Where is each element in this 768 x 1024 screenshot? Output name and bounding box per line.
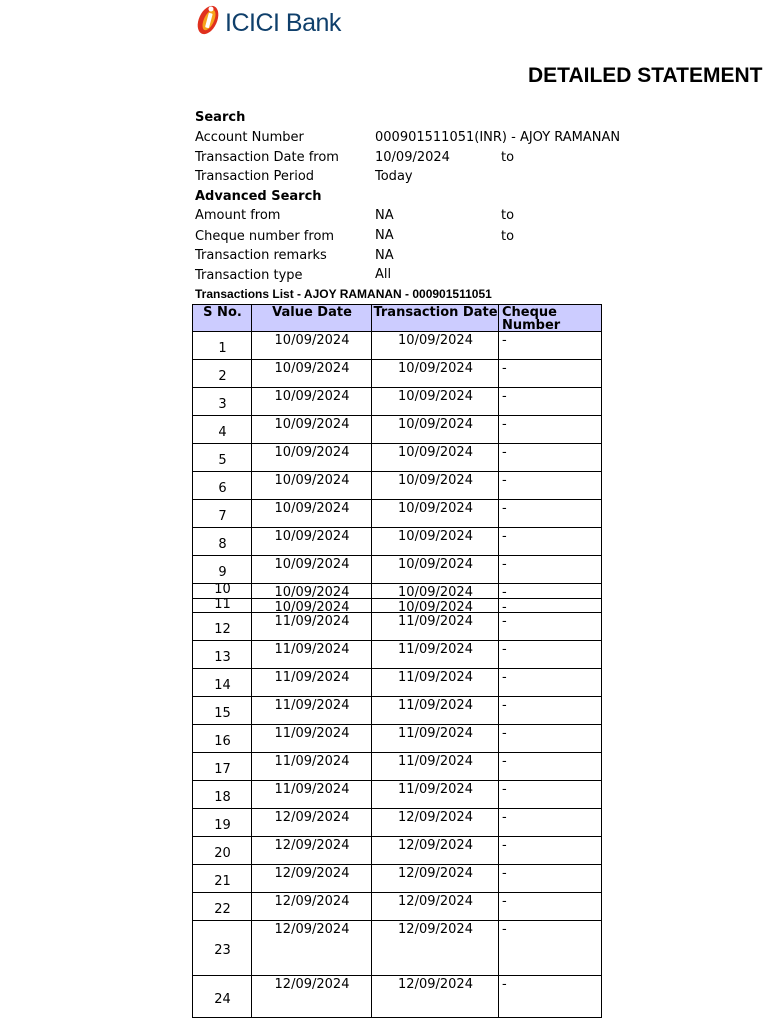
sno-text: 13 bbox=[214, 650, 231, 665]
transaction-date-text: 12/09/2024 bbox=[398, 922, 473, 937]
cell-value-date bbox=[251, 584, 372, 599]
sno-text: 3 bbox=[218, 397, 227, 412]
value-date-text: 12/09/2024 bbox=[274, 810, 350, 825]
cell-value-date bbox=[251, 976, 372, 1018]
cheque-label: Cheque number from bbox=[195, 229, 335, 244]
cell-cheque-number bbox=[498, 388, 602, 416]
cell-cheque-number bbox=[498, 528, 602, 556]
cell-transaction-date bbox=[371, 613, 499, 641]
table-row bbox=[192, 528, 602, 556]
table-row bbox=[192, 781, 602, 809]
cell-sno bbox=[192, 725, 252, 753]
sno-text: 19 bbox=[214, 818, 231, 833]
cheque-text: - bbox=[502, 557, 507, 572]
table-row bbox=[192, 556, 602, 584]
table-row bbox=[192, 584, 602, 599]
table-row bbox=[192, 725, 602, 753]
cell-value-date bbox=[251, 500, 372, 528]
cell-value-date bbox=[251, 669, 372, 697]
sno-text: 16 bbox=[214, 734, 231, 749]
cell-cheque-number bbox=[498, 556, 602, 584]
cheque-text: - bbox=[502, 726, 507, 741]
cell-cheque-number bbox=[498, 837, 602, 865]
cell-transaction-date bbox=[371, 781, 499, 809]
cheque-text: - bbox=[502, 782, 507, 797]
cell-transaction-date bbox=[371, 865, 499, 893]
cell-value-date bbox=[251, 893, 372, 921]
cell-transaction-date bbox=[371, 837, 499, 865]
cell-transaction-date bbox=[371, 753, 499, 781]
cheque-text: - bbox=[502, 361, 507, 376]
cell-cheque-number bbox=[498, 613, 602, 641]
cheque-text: - bbox=[502, 977, 507, 992]
cell-value-date bbox=[251, 781, 372, 809]
transaction-date-text: 12/09/2024 bbox=[398, 977, 473, 992]
cell-sno bbox=[192, 753, 252, 781]
value-date-text: 10/09/2024 bbox=[274, 473, 350, 488]
cheque-text: - bbox=[502, 529, 507, 544]
cell-sno bbox=[192, 472, 252, 500]
cell-sno bbox=[192, 528, 252, 556]
cell-cheque-number bbox=[498, 416, 602, 444]
transaction-date-text: 10/09/2024 bbox=[398, 417, 473, 432]
transaction-date-text: 10/09/2024 bbox=[398, 557, 473, 572]
cell-sno bbox=[192, 669, 252, 697]
cell-value-date bbox=[251, 388, 372, 416]
transaction-date-text: 10/09/2024 bbox=[398, 529, 473, 544]
sno-text: 14 bbox=[214, 678, 231, 693]
cell-transaction-date bbox=[371, 809, 499, 837]
value-date-text: 10/09/2024 bbox=[274, 501, 350, 516]
table-row bbox=[192, 976, 602, 1018]
cheque-text: - bbox=[502, 894, 507, 909]
header-cheque-number: Cheque Number bbox=[498, 304, 602, 332]
cell-value-date bbox=[251, 556, 372, 584]
type-value: All bbox=[375, 267, 392, 282]
value-date-text: 11/09/2024 bbox=[274, 670, 350, 685]
value-date-text: 10/09/2024 bbox=[274, 557, 350, 572]
value-date-text: 11/09/2024 bbox=[274, 782, 350, 797]
sno-text: 6 bbox=[218, 481, 227, 496]
table-row bbox=[192, 641, 602, 669]
cell-cheque-number bbox=[498, 360, 602, 388]
transaction-date-text: 11/09/2024 bbox=[398, 782, 473, 797]
cell-value-date bbox=[251, 332, 372, 360]
cheque-text: - bbox=[502, 614, 507, 629]
cell-sno bbox=[192, 976, 252, 1018]
header-transaction-date: Transaction Date bbox=[371, 304, 499, 332]
search-heading: Search bbox=[195, 110, 246, 125]
amount-label: Amount from bbox=[195, 208, 281, 223]
header-value-date: Value Date bbox=[251, 304, 372, 332]
sno-text: 20 bbox=[214, 846, 231, 861]
value-date-text: 10/09/2024 bbox=[274, 417, 350, 432]
cell-transaction-date bbox=[371, 528, 499, 556]
cheque-text: - bbox=[502, 445, 507, 460]
value-date-text: 11/09/2024 bbox=[274, 726, 350, 741]
table-row bbox=[192, 921, 602, 976]
sno-text: 18 bbox=[214, 790, 231, 805]
cheque-value: NA bbox=[375, 228, 394, 243]
type-label: Transaction type bbox=[195, 268, 303, 283]
cheque-text: - bbox=[502, 333, 507, 348]
transaction-date-text: 12/09/2024 bbox=[398, 838, 473, 853]
transaction-date-text: 11/09/2024 bbox=[398, 698, 473, 713]
sno-text: 21 bbox=[214, 874, 231, 889]
transaction-date-text: 10/09/2024 bbox=[398, 501, 473, 516]
sno-text: 22 bbox=[214, 902, 231, 917]
cheque-text: - bbox=[502, 922, 507, 937]
transaction-date-text: 11/09/2024 bbox=[398, 754, 473, 769]
sno-text: 23 bbox=[214, 943, 231, 958]
value-date-text: 12/09/2024 bbox=[274, 866, 350, 881]
cell-transaction-date bbox=[371, 725, 499, 753]
transaction-date-text: 10/09/2024 bbox=[398, 445, 473, 460]
table-row bbox=[192, 360, 602, 388]
transaction-date-text: 10/09/2024 bbox=[398, 333, 473, 348]
cell-cheque-number bbox=[498, 893, 602, 921]
cell-value-date bbox=[251, 416, 372, 444]
cell-value-date bbox=[251, 613, 372, 641]
table-row bbox=[192, 865, 602, 893]
cell-transaction-date bbox=[371, 669, 499, 697]
cell-sno bbox=[192, 500, 252, 528]
cheque-text: - bbox=[502, 810, 507, 825]
cheque-text: - bbox=[502, 838, 507, 853]
cell-sno bbox=[192, 599, 252, 613]
cell-transaction-date bbox=[371, 556, 499, 584]
value-date-text: 10/09/2024 bbox=[274, 600, 350, 615]
transactions-list-title: Transactions List - AJOY RAMANAN - 000901511051 bbox=[195, 287, 492, 301]
value-date-text: 11/09/2024 bbox=[274, 614, 350, 629]
cell-cheque-number bbox=[498, 781, 602, 809]
value-date-text: 10/09/2024 bbox=[274, 529, 350, 544]
header-sno: S No. bbox=[192, 304, 252, 332]
cell-value-date bbox=[251, 809, 372, 837]
cell-transaction-date bbox=[371, 976, 499, 1018]
sno-text: 1 bbox=[218, 341, 227, 356]
value-date-text: 10/09/2024 bbox=[274, 389, 350, 404]
cell-cheque-number bbox=[498, 809, 602, 837]
value-date-text: 12/09/2024 bbox=[274, 922, 350, 937]
sno-text: 15 bbox=[214, 706, 231, 721]
cell-value-date bbox=[251, 865, 372, 893]
cheque-text: - bbox=[502, 585, 507, 600]
cell-cheque-number bbox=[498, 641, 602, 669]
value-date-text: 11/09/2024 bbox=[274, 754, 350, 769]
cell-sno bbox=[192, 781, 252, 809]
account-label: Account Number bbox=[195, 130, 304, 145]
cheque-text: - bbox=[502, 600, 507, 615]
cell-cheque-number bbox=[498, 697, 602, 725]
sno-text: 5 bbox=[218, 453, 227, 468]
cell-sno bbox=[192, 332, 252, 360]
cell-sno bbox=[192, 388, 252, 416]
value-date-text: 10/09/2024 bbox=[274, 361, 350, 376]
cell-transaction-date bbox=[371, 416, 499, 444]
cell-sno bbox=[192, 416, 252, 444]
cell-cheque-number bbox=[498, 599, 602, 613]
transaction-date-text: 11/09/2024 bbox=[398, 642, 473, 657]
table-row bbox=[192, 809, 602, 837]
cell-transaction-date bbox=[371, 697, 499, 725]
cheque-text: - bbox=[502, 417, 507, 432]
value-date-text: 12/09/2024 bbox=[274, 894, 350, 909]
cheque-to-label: to bbox=[501, 229, 515, 244]
value-date-text: 10/09/2024 bbox=[274, 585, 350, 600]
cheque-text: - bbox=[502, 501, 507, 516]
sno-text: 11 bbox=[214, 597, 231, 612]
cell-cheque-number bbox=[498, 444, 602, 472]
value-date-text: 11/09/2024 bbox=[274, 698, 350, 713]
table-body bbox=[192, 332, 602, 1018]
period-value: Today bbox=[375, 169, 413, 184]
cell-transaction-date bbox=[371, 584, 499, 599]
cell-transaction-date bbox=[371, 472, 499, 500]
value-date-text: 10/09/2024 bbox=[274, 333, 350, 348]
transaction-date-text: 10/09/2024 bbox=[398, 473, 473, 488]
cell-sno bbox=[192, 837, 252, 865]
cheque-text: - bbox=[502, 866, 507, 881]
cell-sno bbox=[192, 556, 252, 584]
cell-transaction-date bbox=[371, 921, 499, 976]
transaction-date-text: 10/09/2024 bbox=[398, 361, 473, 376]
cell-value-date bbox=[251, 837, 372, 865]
sno-text: 7 bbox=[218, 509, 227, 524]
cell-value-date bbox=[251, 599, 372, 613]
advanced-search-heading: Advanced Search bbox=[195, 189, 322, 204]
page-title: DETAILED STATEMENT bbox=[528, 64, 763, 87]
cell-value-date bbox=[251, 472, 372, 500]
remarks-value: NA bbox=[375, 248, 394, 263]
cheque-text: - bbox=[502, 698, 507, 713]
table-row bbox=[192, 613, 602, 641]
transaction-date-text: 11/09/2024 bbox=[398, 670, 473, 685]
cheque-text: - bbox=[502, 642, 507, 657]
cell-cheque-number bbox=[498, 865, 602, 893]
cell-sno bbox=[192, 697, 252, 725]
table-header bbox=[192, 304, 602, 332]
sno-text: 17 bbox=[214, 762, 231, 777]
cell-transaction-date bbox=[371, 893, 499, 921]
cell-transaction-date bbox=[371, 641, 499, 669]
remarks-label: Transaction remarks bbox=[195, 248, 327, 263]
cell-sno bbox=[192, 613, 252, 641]
period-label: Transaction Period bbox=[195, 169, 315, 184]
sno-text: 9 bbox=[218, 565, 227, 580]
cell-transaction-date bbox=[371, 332, 499, 360]
cell-value-date bbox=[251, 725, 372, 753]
amount-to-label: to bbox=[501, 208, 515, 223]
cell-sno bbox=[192, 865, 252, 893]
cell-sno bbox=[192, 444, 252, 472]
transaction-date-text: 11/09/2024 bbox=[398, 726, 473, 741]
table-row bbox=[192, 697, 602, 725]
transaction-date-text: 10/09/2024 bbox=[398, 585, 473, 600]
sno-text: 4 bbox=[218, 425, 227, 440]
cheque-text: - bbox=[502, 473, 507, 488]
amount-value: NA bbox=[375, 208, 394, 223]
table-row bbox=[192, 444, 602, 472]
cell-cheque-number bbox=[498, 921, 602, 976]
cheque-text: - bbox=[502, 754, 507, 769]
table-row bbox=[192, 893, 602, 921]
value-date-text: 10/09/2024 bbox=[274, 445, 350, 460]
cell-transaction-date bbox=[371, 360, 499, 388]
cheque-text: - bbox=[502, 670, 507, 685]
sno-text: 8 bbox=[218, 537, 227, 552]
cell-cheque-number bbox=[498, 669, 602, 697]
cell-value-date bbox=[251, 641, 372, 669]
table-row bbox=[192, 500, 602, 528]
sno-text: 12 bbox=[214, 622, 231, 637]
cell-cheque-number bbox=[498, 753, 602, 781]
transactions-table bbox=[192, 304, 602, 1018]
cell-cheque-number bbox=[498, 976, 602, 1018]
cell-transaction-date bbox=[371, 444, 499, 472]
transaction-date-text: 10/09/2024 bbox=[398, 600, 473, 615]
cell-cheque-number bbox=[498, 332, 602, 360]
cell-sno bbox=[192, 360, 252, 388]
transaction-date-text: 10/09/2024 bbox=[398, 389, 473, 404]
cell-value-date bbox=[251, 360, 372, 388]
cell-cheque-number bbox=[498, 472, 602, 500]
brand-name: ICICI Bank bbox=[225, 9, 341, 37]
value-date-text: 12/09/2024 bbox=[274, 977, 350, 992]
sno-text: 2 bbox=[218, 369, 227, 384]
value-date-text: 11/09/2024 bbox=[274, 642, 350, 657]
date-to-label: to bbox=[501, 150, 515, 165]
table-row bbox=[192, 388, 602, 416]
sno-text: 10 bbox=[214, 582, 231, 597]
cell-sno bbox=[192, 921, 252, 976]
cell-value-date bbox=[251, 697, 372, 725]
cell-value-date bbox=[251, 528, 372, 556]
transaction-date-text: 12/09/2024 bbox=[398, 810, 473, 825]
sno-text: 24 bbox=[214, 992, 231, 1007]
table-row bbox=[192, 837, 602, 865]
table-row bbox=[192, 669, 602, 697]
transaction-date-text: 11/09/2024 bbox=[398, 614, 473, 629]
value-date-text: 12/09/2024 bbox=[274, 838, 350, 853]
date-from-label: Transaction Date from bbox=[195, 150, 339, 165]
cell-sno bbox=[192, 809, 252, 837]
cheque-text: - bbox=[502, 389, 507, 404]
account-value: 000901511051(INR) - AJOY RAMANAN bbox=[375, 130, 621, 145]
cell-cheque-number bbox=[498, 500, 602, 528]
cell-cheque-number bbox=[498, 725, 602, 753]
cell-transaction-date bbox=[371, 599, 499, 613]
transaction-date-text: 12/09/2024 bbox=[398, 894, 473, 909]
cell-cheque-number bbox=[498, 584, 602, 599]
cell-transaction-date bbox=[371, 388, 499, 416]
cell-sno bbox=[192, 641, 252, 669]
cell-transaction-date bbox=[371, 500, 499, 528]
table-row bbox=[192, 472, 602, 500]
table-row bbox=[192, 332, 602, 360]
table-row bbox=[192, 416, 602, 444]
transaction-date-text: 12/09/2024 bbox=[398, 866, 473, 881]
table-row bbox=[192, 753, 602, 781]
table-row bbox=[192, 599, 602, 613]
cell-value-date bbox=[251, 753, 372, 781]
cell-value-date bbox=[251, 921, 372, 976]
cell-value-date bbox=[251, 444, 372, 472]
cell-sno bbox=[192, 893, 252, 921]
date-from-value: 10/09/2024 bbox=[375, 150, 450, 165]
